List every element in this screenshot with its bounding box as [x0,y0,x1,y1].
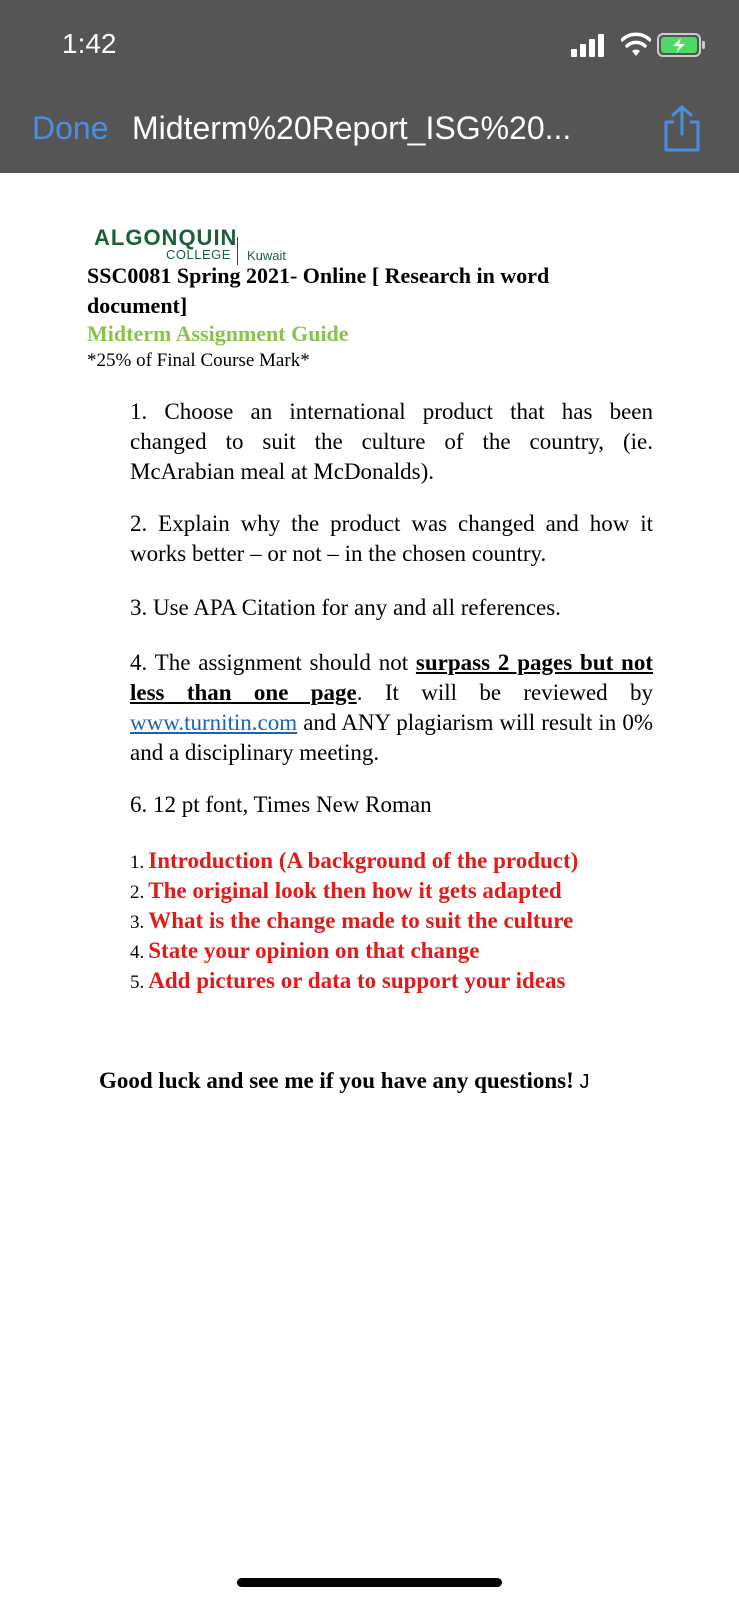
list-number: 2. [130,882,145,903]
list-item [130,876,690,906]
logo-name: ALGONQUIN [94,225,238,250]
list-text: Introduction (A background of the product) [148,848,579,873]
list-item [130,846,690,876]
list-item [130,936,690,966]
status-icons [569,32,709,58]
list-item [130,966,690,996]
closing-note [99,1066,590,1097]
list-number: 3. [130,912,145,933]
document-title: Midterm%20Report_ISG%20... [132,110,572,146]
status-time: 1:42 [62,28,117,59]
mark-note: *25% of Final Course Mark* [87,350,310,371]
list-text: Add pictures or data to support your ideas [148,968,566,993]
signal-icon [569,32,609,58]
list-number: 5. [130,972,145,993]
home-indicator[interactable] [237,1578,502,1587]
battery-charging-icon [657,32,709,58]
turnitin-link[interactable]: www.turnitin.com [130,710,298,735]
instruction-2: 2. Explain why the product was changed and how it works better – or not – in the chosen country. [130,511,653,566]
list-item [130,906,690,936]
closing-text: Good luck and see me if you have any questions! [99,1068,580,1093]
instruction-4 [130,648,653,768]
list-text: What is the change made to suit the culture [148,908,574,933]
document-page [0,173,739,1600]
wifi-icon [621,32,651,58]
list-number: 1. [130,852,145,873]
list-number: 4. [130,942,145,963]
report-outline-list [130,846,690,996]
instruction-1: 1. Choose an international product that has been changed to suit the culture of the country, (ie. McArabian meal at McDonalds). [130,399,653,484]
share-icon[interactable] [660,104,704,154]
logo-sub: COLLEGE [166,247,231,262]
college-logo [94,225,294,265]
top-bar [0,0,739,173]
instruction-3: 3. Use APA Citation for any and all references. [130,595,561,620]
logo-location: Kuwait [247,248,287,263]
done-button[interactable]: Done [32,110,109,146]
instruction-6: 6. 12 pt font, Times New Roman [130,792,432,817]
instruction-4-part-c: . It will be reviewed by [356,680,653,705]
instruction-4-part-d: and ANY plagiarism will result in 0% and a disciplinary meeting. [130,710,653,765]
smiley-symbol: J [579,1071,590,1093]
instruction-4-part-a: 4. The assignment should not [130,650,416,675]
list-text: State your opinion on that change [148,938,480,963]
course-title: SSC0081 Spring 2021- Online [ Research in word document] [87,263,550,318]
list-text: The original look then how it gets adapted [148,878,562,903]
guide-title: Midterm Assignment Guide [87,321,349,346]
instruction-4-emphasis: surpass 2 pages but not less than one page [130,650,653,705]
